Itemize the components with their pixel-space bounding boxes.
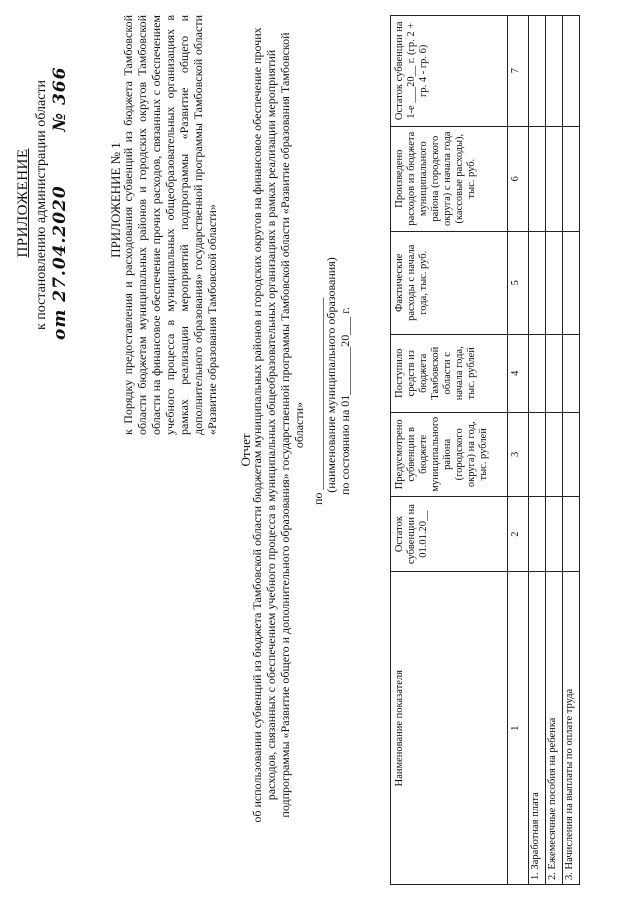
- report-title: Отчет: [238, 433, 253, 467]
- table-cell: [529, 334, 546, 412]
- header-balance-start: Остаток субвенции на 01.01.20__: [391, 496, 508, 572]
- column-number: 2: [508, 496, 529, 572]
- header-planned: Предусмотрено субвенции в бюджете муниципального района (городского округа) на год, тыс. рублей: [391, 412, 508, 496]
- table-cell: [563, 126, 580, 231]
- column-number: 7: [508, 16, 529, 127]
- table-cell: [563, 496, 580, 572]
- table-cell: [546, 496, 563, 572]
- municipality-line: по ________________________________: [311, 297, 325, 505]
- handwritten-number: № 366: [50, 66, 70, 132]
- header-cash-expenses: Произведено расходов из бюджета муниципального района (городского округа) с начала года (кассовые расходы), тыс. руб.: [391, 126, 508, 231]
- appendix-heading: ПРИЛОЖЕНИЕ: [15, 148, 31, 258]
- column-number: 4: [508, 334, 529, 412]
- order-description: к Порядку предоставления и расходования субвенций из бюджета Тамбовской области бюджетам муниципальных районов и городских округов Тамбовской области на финансовое обеспечение прочих расходов, связанных с обеспечением учебного процесса в муниципальных общеобразовательных организациях в рамках реализации мероприятий подпрограммы «Развитие общего и дополнительного образования» государственной программы Тамбовской области «Развитие образования Тамбовской области»: [121, 15, 219, 435]
- table-cell: [563, 16, 580, 127]
- handwritten-date: от 27.04.2020: [50, 185, 70, 340]
- table-cell: [546, 16, 563, 127]
- annex-number: ПРИЛОЖЕНИЕ № 1: [108, 142, 123, 258]
- column-number: 1: [508, 572, 529, 885]
- header-row: [391, 16, 508, 885]
- table-cell: [563, 334, 580, 412]
- header-received: Поступило средств из бюджета Тамбовской области с начала года, тыс. рублей: [391, 334, 508, 412]
- table-cell: [546, 231, 563, 334]
- column-number: 3: [508, 412, 529, 496]
- table-cell: [546, 412, 563, 496]
- row-label: 2. Ежемесячные пособия на ребенка: [546, 572, 563, 885]
- table-cell: [546, 334, 563, 412]
- row-label: 1. Заработная плата: [529, 572, 546, 885]
- header-indicator: Наименование показателя: [391, 572, 508, 885]
- table-row: [563, 16, 580, 885]
- column-number: 6: [508, 126, 529, 231]
- column-number-row: [508, 16, 529, 885]
- as-of-date-line: по состоянию на 01________20___ г.: [338, 307, 352, 495]
- municipality-caption: (наименование муниципального образования): [324, 257, 338, 493]
- table-row: [529, 16, 546, 885]
- column-number: 5: [508, 231, 529, 334]
- table-cell: [563, 412, 580, 496]
- row-label: 3. Начисления на выплаты по оплате труда: [563, 572, 580, 885]
- table-cell: [529, 16, 546, 127]
- table-cell: [529, 126, 546, 231]
- header-balance-end: Остаток субвенции на 1-е ___20__ г. (гр. 2 + гр. 4 - гр. 6): [391, 16, 508, 127]
- table-cell: [529, 496, 546, 572]
- table-cell: [529, 231, 546, 334]
- table-cell: [529, 412, 546, 496]
- decree-reference: к постановлению администрации области: [34, 79, 49, 331]
- report-table: [390, 15, 580, 885]
- table-cell: [546, 126, 563, 231]
- header-actual: Фактические расходы с начала года, тыс. руб.: [391, 231, 508, 334]
- handwritten-date-number: [50, 40, 70, 340]
- report-subject: об использовании субвенций из бюджета Тамбовской области бюджетам муниципальных районов и городских округов на финансовое обеспечение прочих расходов, связанных с обеспечением учебного процесса в муниципальных общеобразовательных организациях в рамках реализации мероприятий подпрограммы «Развитие общего и дополнительного образования» государственной программы Тамбовской области «Развитие образования Тамбовской области»: [250, 27, 306, 823]
- table-cell: [563, 231, 580, 334]
- table-row: [546, 16, 563, 885]
